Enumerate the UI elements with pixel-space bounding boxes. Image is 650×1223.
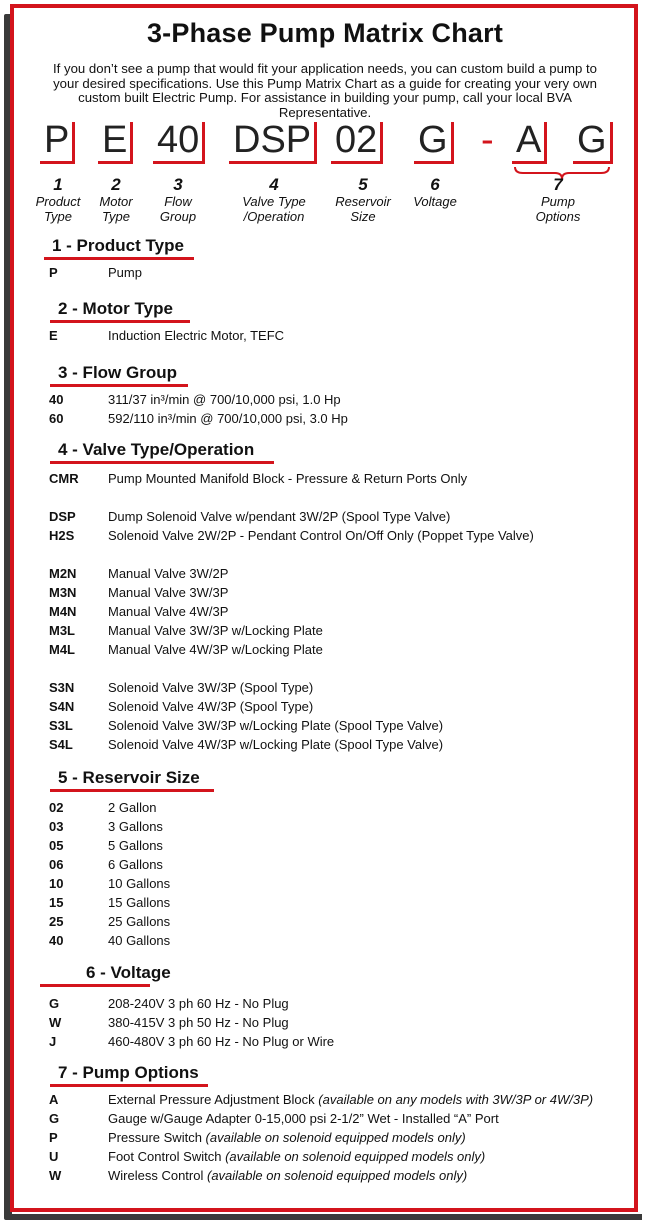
intro-text: If you don’t see a pump that would fit your application needs, you can custom build a pump to your desired specifications. Use this Pump Matrix Chart as a guide for creating your very own custom built Electric Pump. For assistance in building your pump, call your local BVA Representative. — [53, 61, 597, 120]
code-dash: - — [481, 119, 494, 161]
code-valve-type: DSP — [229, 118, 315, 162]
position-3: 3 Flow Group — [159, 175, 197, 224]
frame-shadow-bottom — [8, 1214, 642, 1220]
position-4: 4 Valve Type /Operation — [242, 175, 306, 224]
position-6: 6 Voltage — [413, 175, 457, 209]
section-heading-pump-options: 7 - Pump Options — [58, 1063, 199, 1083]
section-heading-product-type: 1 - Product Type — [52, 236, 184, 256]
code-flow-group: 40 — [153, 118, 203, 162]
code-motor-type: E — [98, 118, 131, 162]
position-5: 5 Reservoir Size — [335, 175, 391, 224]
code-voltage: G — [414, 118, 452, 162]
code-option-2: G — [573, 118, 611, 162]
section-heading-valve-type: 4 - Valve Type/Operation — [58, 440, 254, 460]
code-reservoir-size: 02 — [331, 118, 381, 162]
section-heading-reservoir-size: 5 - Reservoir Size — [58, 768, 200, 788]
section-heading-motor-type: 2 - Motor Type — [58, 299, 173, 319]
position-2: 2 Motor Type — [99, 175, 133, 224]
page-title: 3-Phase Pump Matrix Chart — [146, 18, 504, 48]
position-1: 1 Product Type — [35, 175, 81, 224]
section-heading-flow-group: 3 - Flow Group — [58, 363, 177, 383]
section-heading-voltage: 6 - Voltage — [86, 963, 171, 983]
position-7: 7 Pump Options — [535, 175, 581, 224]
code-option-1: A — [512, 118, 545, 162]
code-product-type: P — [40, 118, 73, 162]
